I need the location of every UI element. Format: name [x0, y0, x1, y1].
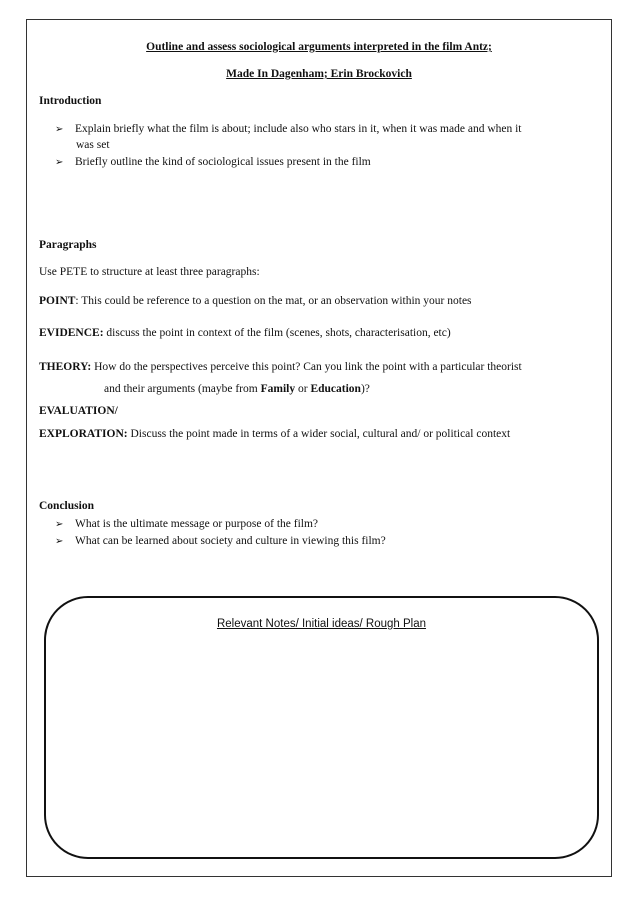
- introduction-heading: Introduction: [39, 95, 102, 107]
- list-item: ➢ Explain briefly what the film is about; include also who stars in it, when it was made and when it: [55, 123, 522, 135]
- evaluation-label: EVALUATION/: [39, 405, 118, 417]
- notes-box: [44, 596, 599, 859]
- theory-line: THEORY: How do the perspectives perceive this point? Can you link the point with a particular theorist: [39, 361, 522, 373]
- arrow-bullet-icon: ➢: [55, 536, 64, 547]
- exploration-line: EXPLORATION: Discuss the point made in terms of a wider social, cultural and/ or political context: [39, 428, 511, 440]
- paragraphs-heading: Paragraphs: [39, 239, 97, 251]
- evidence-line: EVIDENCE: discuss the point in context of the film (scenes, shots, characterisation, etc): [39, 327, 451, 339]
- arrow-bullet-icon: ➢: [55, 519, 64, 530]
- document-title-line2: Made In Dagenham; Erin Brockovich: [226, 68, 412, 80]
- conclusion-heading: Conclusion: [39, 500, 94, 512]
- list-item: ➢ What can be learned about society and culture in viewing this film?: [55, 535, 386, 547]
- notes-box-title: Relevant Notes/ Initial ideas/ Rough Plan: [216, 618, 427, 630]
- list-item: ➢ Briefly outline the kind of sociological issues present in the film: [55, 156, 371, 168]
- pete-intro: Use PETE to structure at least three paragraphs:: [39, 266, 260, 278]
- point-line: POINT: This could be reference to a question on the mat, or an observation within your notes: [39, 295, 472, 307]
- theory-line-continuation: and their arguments (maybe from Family or Education)?: [104, 383, 370, 395]
- arrow-bullet-icon: ➢: [55, 157, 64, 168]
- arrow-bullet-icon: ➢: [55, 124, 64, 135]
- list-item-continuation: was set: [76, 139, 110, 151]
- document-title-line1: Outline and assess sociological arguments interpreted in the film Antz;: [146, 41, 492, 53]
- list-item: ➢ What is the ultimate message or purpose of the film?: [55, 518, 319, 530]
